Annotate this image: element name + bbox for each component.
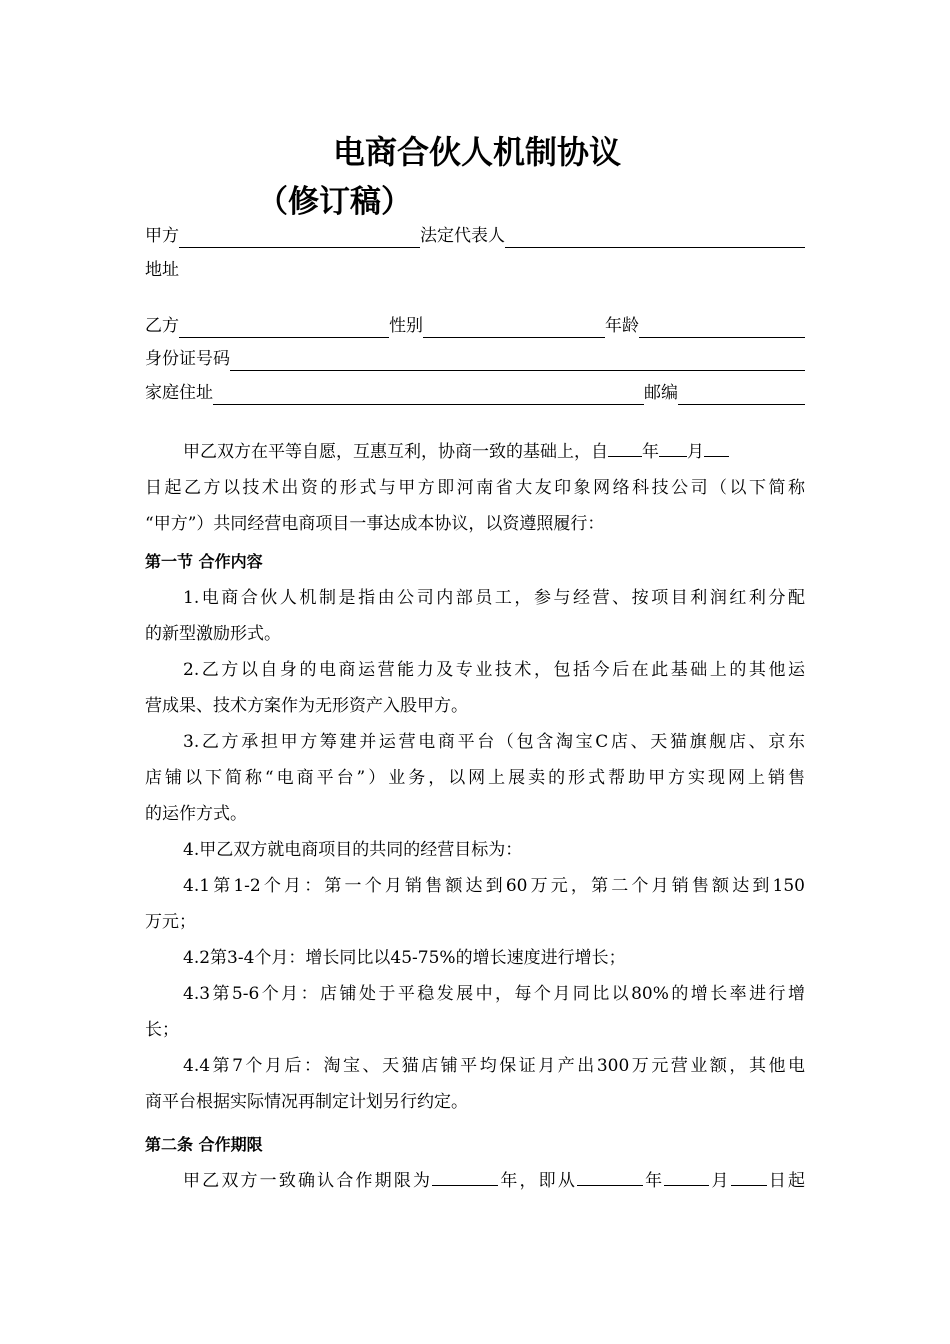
- s1-p4: 4.甲乙双方就电商项目的共同的经营目标为：: [183, 840, 523, 860]
- start-year-blank[interactable]: [608, 438, 642, 457]
- gender-blank[interactable]: [423, 318, 605, 338]
- term-start-year-blank[interactable]: [577, 1167, 643, 1186]
- home-address-blank[interactable]: [213, 385, 644, 405]
- party-b-label: 乙方: [145, 316, 179, 336]
- document-subtitle: （修订稿）: [257, 184, 412, 220]
- age-label: 年龄: [605, 316, 639, 336]
- s1-p44-l1: 4.4第7个月后：淘宝、天猫店铺平均保证月产出300万元营业额，其他电: [183, 1056, 805, 1076]
- intro-line-3: “甲方”）共同经营电商项目一事达成本协议，以资遵照履行：: [145, 514, 605, 534]
- party-a-label: 甲方: [145, 226, 179, 246]
- s1-p43-l1: 4.3第5-6个月：店铺处于平稳发展中，每个月同比以80%的增长率进行增: [183, 984, 805, 1004]
- home-address-row: [145, 381, 805, 405]
- zip-blank[interactable]: [678, 385, 805, 405]
- intro-line-2: 日起乙方以技术出资的形式与甲方即河南省大友印象网络科技公司（以下简称: [145, 478, 805, 498]
- term-years-blank[interactable]: [432, 1167, 498, 1186]
- s2-p1-l1: 甲乙双方一致确认合作期限为 年，即从 年 月 日起: [145, 1163, 805, 1199]
- legal-rep-label: 法定代表人: [420, 226, 505, 246]
- intro-paragraph: [145, 434, 805, 542]
- id-number-blank[interactable]: [230, 351, 805, 371]
- id-number-label: 身份证号码: [145, 349, 230, 369]
- zip-label: 邮编: [644, 383, 678, 403]
- section2-body: [145, 1163, 805, 1199]
- s1-p3-l3: 的运作方式。: [145, 804, 247, 824]
- s1-p2-l2: 营成果、技术方案作为无形资产入股甲方。: [145, 696, 468, 716]
- address-label: 地址: [145, 260, 179, 280]
- section2-heading: 第二条 合作期限: [145, 1135, 263, 1154]
- start-month-blank[interactable]: [659, 438, 687, 457]
- s1-p42: 4.2第3-4个月：增长同比以45-75%的增长速度进行增长；: [183, 948, 626, 968]
- gender-label: 性别: [389, 316, 423, 336]
- s1-p2-l1: 2.乙方以自身的电商运营能力及专业技术，包括今后在此基础上的其他运: [183, 660, 805, 680]
- term-start-month-blank[interactable]: [664, 1167, 709, 1186]
- party-a-address-row: [145, 258, 805, 282]
- section1-heading: 第一节 合作内容: [145, 552, 263, 571]
- home-address-label: 家庭住址: [145, 383, 213, 403]
- s1-p3-l1: 3.乙方承担甲方筹建并运营电商平台（包含淘宝C店、天猫旗舰店、京东: [183, 732, 805, 752]
- s1-p1-l1: 1.电商合伙人机制是指由公司内部员工，参与经营、按项目利润红利分配: [183, 588, 805, 608]
- s1-p41-l2: 万元；: [145, 912, 196, 932]
- party-a-blank[interactable]: [179, 228, 420, 248]
- s1-p41-l1: 4.1第1-2个月：第一个月销售额达到60万元，第二个月销售额达到150: [183, 876, 805, 896]
- party-b-row: [145, 314, 805, 338]
- party-a-row: [145, 224, 805, 248]
- intro-line-1: 甲乙双方在平等自愿，互惠互利，协商一致的基础上，自 年 月: [145, 434, 805, 470]
- s1-p43-l2: 长；: [145, 1020, 179, 1040]
- s1-p1-l2: 的新型激励形式。: [145, 624, 281, 644]
- party-b-blank[interactable]: [179, 318, 389, 338]
- start-day-blank[interactable]: [704, 438, 729, 457]
- section1-body: [145, 580, 805, 1120]
- s1-p44-l2: 商平台根据实际情况再制定计划另行约定。: [145, 1092, 468, 1112]
- age-blank[interactable]: [639, 318, 805, 338]
- legal-rep-blank[interactable]: [505, 228, 805, 248]
- id-number-row: [145, 347, 805, 371]
- term-start-day-blank[interactable]: [731, 1167, 767, 1186]
- s1-p3-l2: 店铺以下简称“电商平台”）业务，以网上展卖的形式帮助甲方实现网上销售: [145, 768, 805, 788]
- document-title: 电商合伙人机制协议: [332, 133, 621, 171]
